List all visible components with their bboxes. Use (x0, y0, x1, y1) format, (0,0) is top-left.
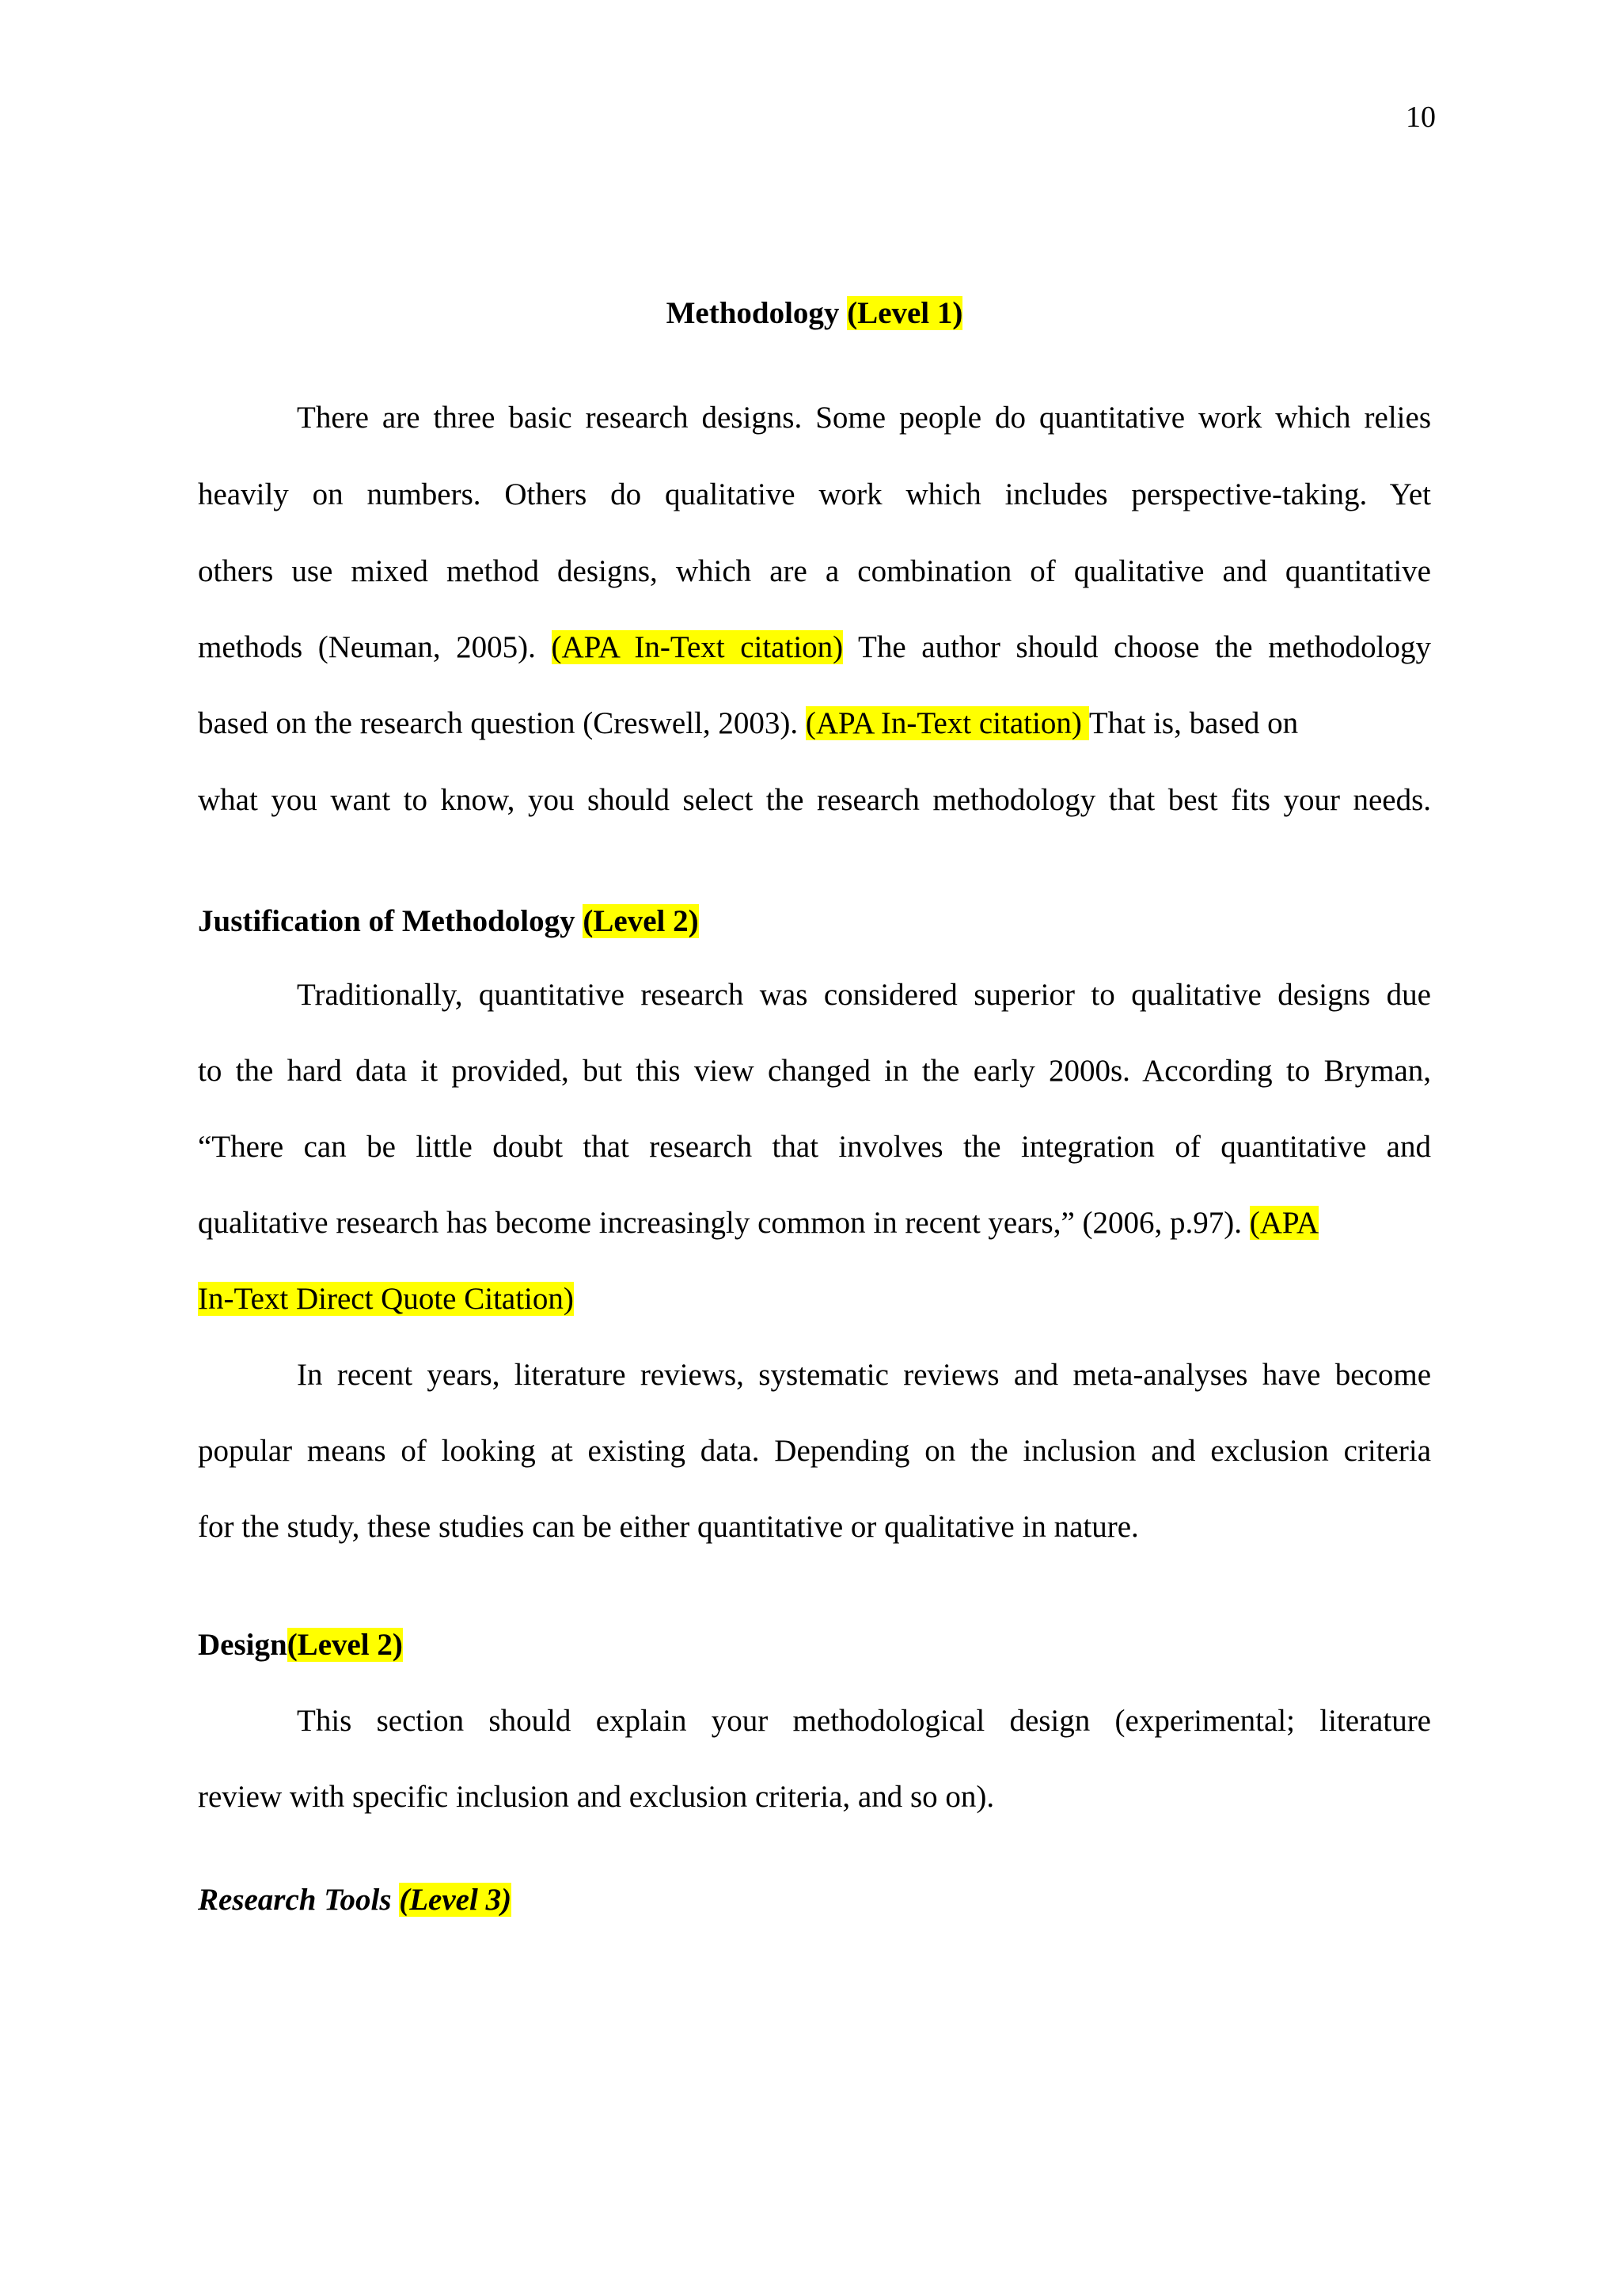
heading-text: Justification of Methodology (198, 904, 575, 938)
heading-justification (198, 904, 1431, 939)
citation-highlight: In-Text Direct Quote Citation) (198, 1282, 574, 1316)
paragraph-line: “There can be little doubt that research that involves the integration of quantitative and (198, 1130, 1431, 1164)
heading-text: Research Tools (198, 1883, 392, 1917)
line-text: based on the research question (Creswell, 2003). (198, 706, 799, 740)
citation-highlight: (APA In-Text citation) (805, 706, 1089, 740)
paragraph-line: review with specific inclusion and exclusion criteria, and so on). (198, 1780, 995, 1814)
paragraph-line: In recent years, literature reviews, systematic reviews and meta-analyses have become (297, 1358, 1431, 1392)
line-text: methods (Neuman, 2005). (198, 630, 536, 664)
paragraph-line (198, 706, 1431, 741)
paragraph-line (198, 630, 1431, 665)
paragraph-line: heavily on numbers. Others do qualitative work which includes perspective-taking. Yet (198, 477, 1431, 511)
heading-text: Methodology (666, 296, 840, 330)
heading-methodology (198, 296, 1431, 331)
heading-design (198, 1628, 1431, 1663)
paragraph-line: to the hard data it provided, but this view changed in the early 2000s. According to Bryman, (198, 1054, 1431, 1088)
paragraph-line (198, 1282, 1431, 1317)
paragraph-line: others use mixed method designs, which are a combination of qualitative and quantitative (198, 554, 1431, 588)
heading-level-badge: (Level 2) (287, 1628, 403, 1662)
line-text: That is, based on (1088, 706, 1299, 740)
paragraph-line: what you want to know, you should select the research methodology that best fits your needs. (198, 783, 1431, 817)
heading-level-badge: (Level 1) (847, 296, 963, 330)
heading-text: Design (198, 1628, 287, 1662)
paragraph-line: for the study, these studies can be either quantitative or qualitative in nature. (198, 1510, 1139, 1544)
paragraph-line: There are three basic research designs. Some people do quantitative work which relies (297, 401, 1431, 435)
line-text: The author should choose the methodology (858, 630, 1432, 664)
page-number: 10 (1406, 101, 1436, 134)
paragraph-line: Traditionally, quantitative research was considered superior to qualitative designs due (297, 978, 1431, 1012)
heading-level-badge: (Level 3) (399, 1883, 512, 1917)
line-text: qualitative research has become increasingly common in recent years,” (2006, p.97). (198, 1206, 1242, 1240)
paragraph-line (198, 1206, 1431, 1241)
citation-highlight: (APA In-Text citation) (551, 630, 844, 664)
paragraph-line: popular means of looking at existing data. Depending on the inclusion and exclusion criteria (198, 1434, 1431, 1468)
heading-level-badge: (Level 2) (583, 904, 699, 938)
citation-highlight: (APA (1249, 1206, 1319, 1240)
heading-research-tools (198, 1883, 1431, 1918)
paragraph-line: This section should explain your methodological design (experimental; literature (297, 1704, 1431, 1738)
